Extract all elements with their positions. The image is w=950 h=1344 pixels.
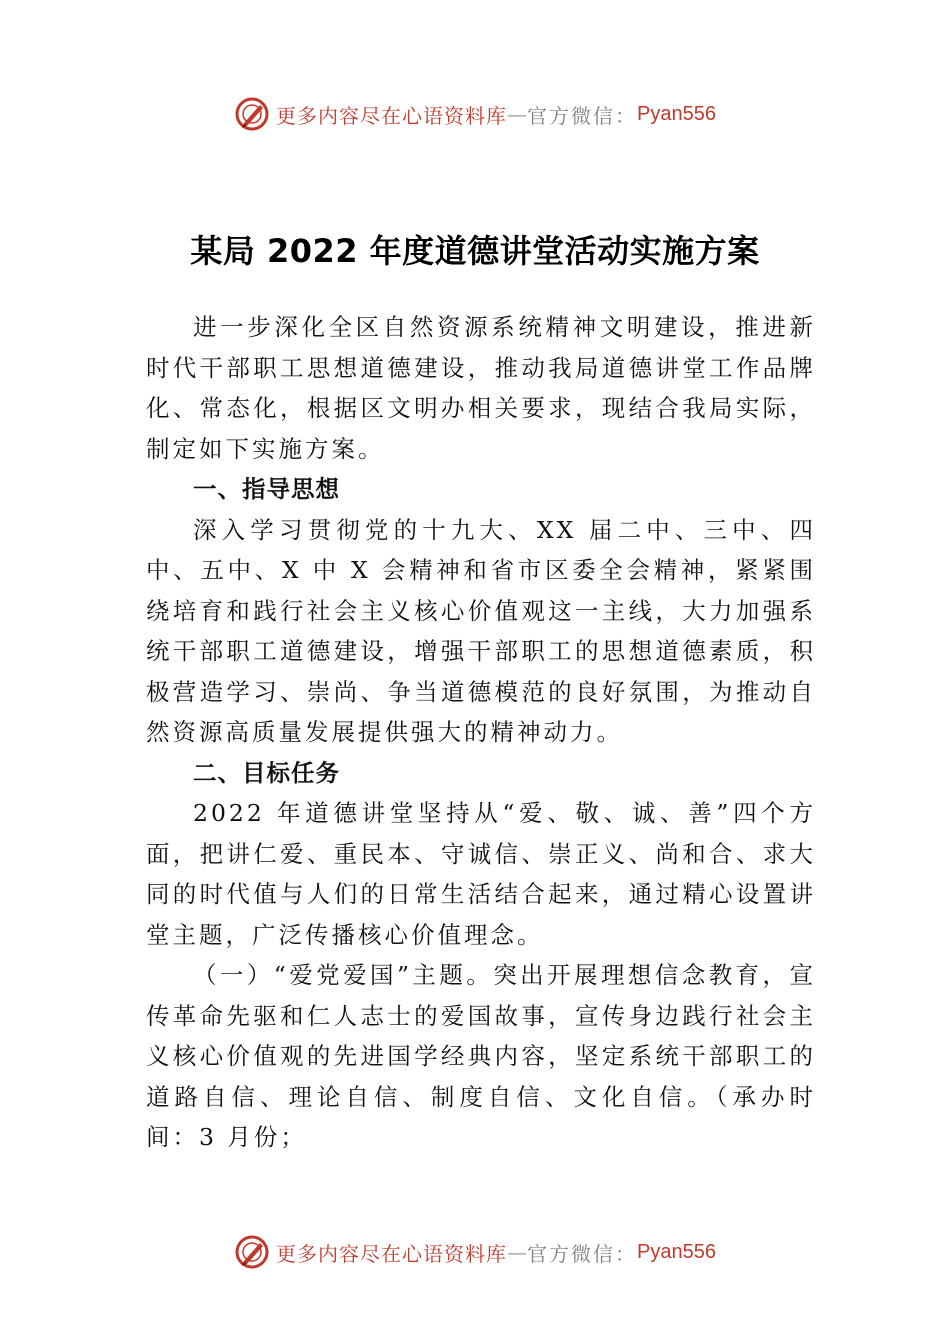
document-title: 某局 2022 年度道德讲堂活动实施方案 (190, 232, 760, 270)
intro-paragraph: 进一步深化全区自然资源系统精神文明建设，推进新时代干部职工思想道德建设，推动我局道德讲堂工作品牌化、常态化，根据区文明办相关要求，现结合我局实际，制定如下实施方案。 (146, 313, 816, 463)
pen-seal-logo-icon (234, 96, 270, 132)
banner-wechat-label: 官方微信： (527, 1241, 638, 1266)
banner-text: 更多内容尽在心语资料库 (276, 103, 508, 128)
banner-wechat-id: Pyan556 (637, 1240, 716, 1263)
objectives-paragraph: 2022 年道德讲堂坚持从“爱、敬、诚、善”四个方面，把讲仁爱、重民本、守诚信、崇正义、尚和合、求大同的时代值与人们的日常生活结合起来，通过精心设置讲堂主题，广泛传播核心价值理念。 (146, 799, 816, 949)
banner-separator: — (507, 102, 528, 126)
footer-watermark-banner (0, 1232, 950, 1272)
section-heading-objectives: 二、目标任务 (193, 758, 340, 787)
header-watermark-banner (0, 94, 950, 134)
document-body (146, 307, 816, 1158)
banner-separator: — (507, 1240, 528, 1264)
guiding-ideology-paragraph: 深入学习贯彻党的十九大、XX 届二中、三中、四中、五中、X 中 X 会精神和省市区委全会精神，紧紧围绕培育和践行社会主义核心价值观这一主线，大力加强系统干部职工道德建设，增强干部职工的思想道德素质，积极营造学习、崇尚、争当道德模范的良好氛围，为推动自然资源高质量发展提供强大的精神动力。 (146, 515, 816, 746)
theme-item-patriotism: （一）“爱党爱国”主题。突出开展理想信念教育，宣传革命先驱和仁人志士的爱国故事，宣传身边践行社会主义核心价值观的先进国学经典内容，坚定系统干部职工的道路自信、理论自信、制度自信、文化自信。（承办时间：3 月份； (146, 961, 816, 1151)
banner-wechat-label: 官方微信： (527, 103, 638, 128)
section-heading-guiding-ideology: 一、指导思想 (193, 475, 340, 503)
banner-text: 更多内容尽在心语资料库 (276, 1241, 508, 1266)
pen-seal-logo-icon (234, 1234, 270, 1270)
banner-wechat-id: Pyan556 (637, 102, 716, 125)
